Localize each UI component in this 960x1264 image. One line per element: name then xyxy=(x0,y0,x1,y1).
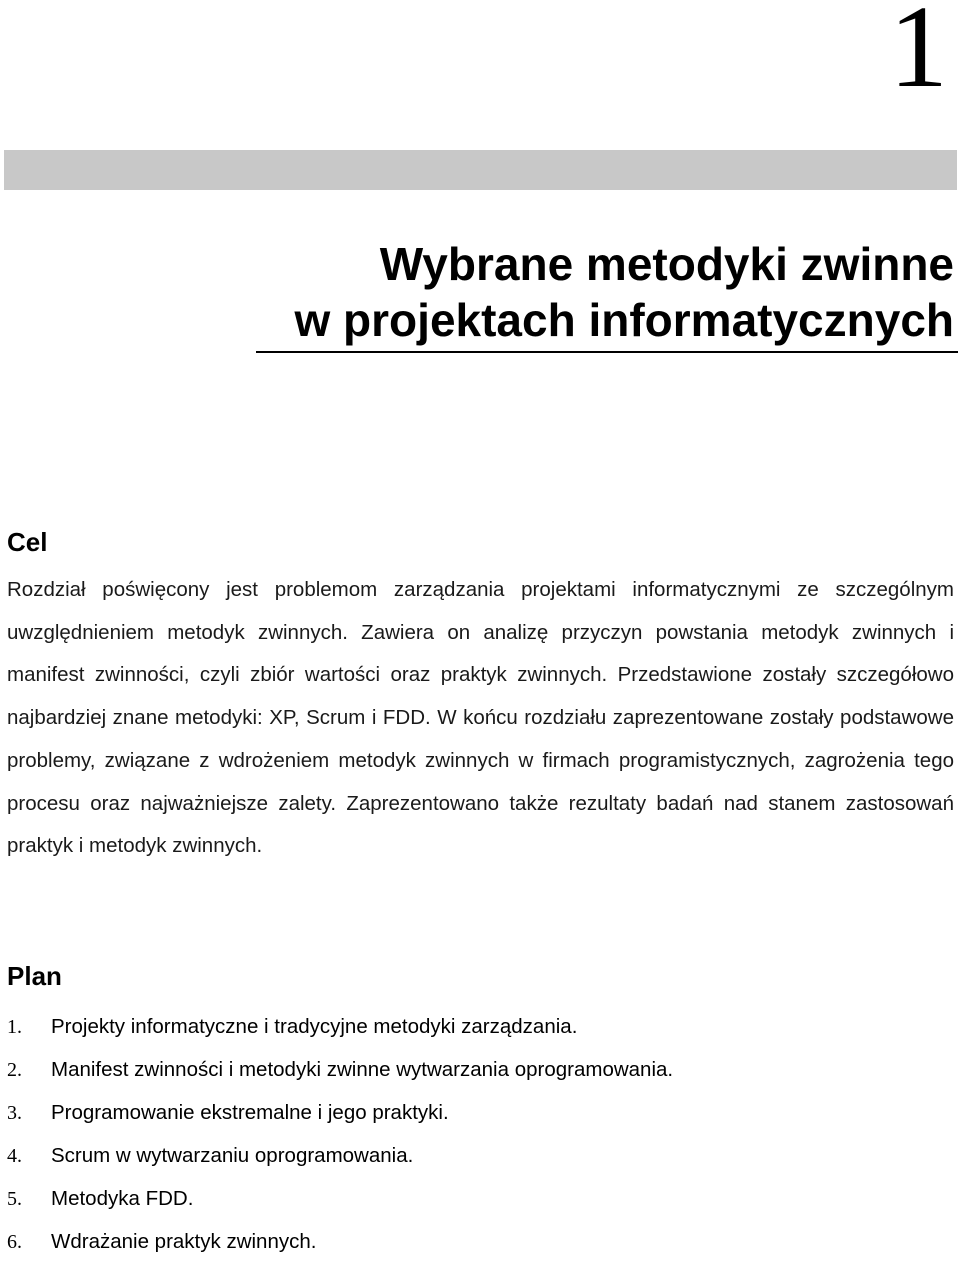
plan-item xyxy=(7,1134,673,1177)
plan-item xyxy=(7,1005,673,1048)
chapter-title-line-1: Wybrane metodyki zwinne xyxy=(379,238,954,290)
plan-item-number: 6. xyxy=(7,1231,22,1253)
plan-item xyxy=(7,1177,673,1220)
chapter-number: 1 xyxy=(889,0,948,112)
plan-item-number: 2. xyxy=(7,1059,22,1081)
goal-heading: Cel xyxy=(7,527,48,557)
plan-item-text: Programowanie ekstremalne i jego praktyki. xyxy=(51,1101,449,1124)
plan-item-number: 4. xyxy=(7,1145,22,1167)
plan-item-text: Manifest zwinności i metodyki zwinne wytwarzania oprogramowania. xyxy=(51,1058,674,1081)
plan-item-text: Metodyka FDD. xyxy=(51,1187,194,1210)
chapter-title xyxy=(295,236,955,348)
plan-item-number: 3. xyxy=(7,1102,22,1124)
chapter-title-line-2: w projektach informatycznych xyxy=(294,294,954,346)
plan-item xyxy=(7,1091,673,1134)
plan-item xyxy=(7,1048,673,1091)
title-underline xyxy=(256,351,958,353)
plan-item xyxy=(7,1220,673,1263)
plan-item-text: Projekty informatyczne i tradycyjne metodyki zarządzania. xyxy=(51,1015,578,1038)
plan-item-text: Wdrażanie praktyk zwinnych. xyxy=(51,1230,317,1253)
plan-list xyxy=(7,1005,673,1263)
plan-heading: Plan xyxy=(7,961,62,991)
goal-paragraph: Rozdział poświęcony jest problemom zarządzania projektami informatycznymi ze szczególnym uwzględnieniem metodyk zwinnych. Zawiera on analizę przyczyn powstania metodyk zwinnych i manifest zwinności, czyli zbiór wartości oraz praktyk zwinnych. Przedstawione zostały szczegółowo najbardziej znane metodyki: XP, Scrum i FDD. W końcu rozdziału zaprezentowane zostały podstawowe problemy, związane z wdrożeniem metodyk zwinnych w firmach programistycznych, zagrożenia tego procesu oraz najważniejsze zalety. Zaprezentowano także rezultaty badań nad stanem zastosowań praktyk i metodyk zwinnych. xyxy=(7,578,954,858)
plan-item-number: 5. xyxy=(7,1188,22,1210)
plan-item-number: 1. xyxy=(7,1016,22,1038)
plan-item-text: Scrum w wytwarzaniu oprogramowania. xyxy=(51,1144,414,1167)
header-band xyxy=(4,150,957,190)
